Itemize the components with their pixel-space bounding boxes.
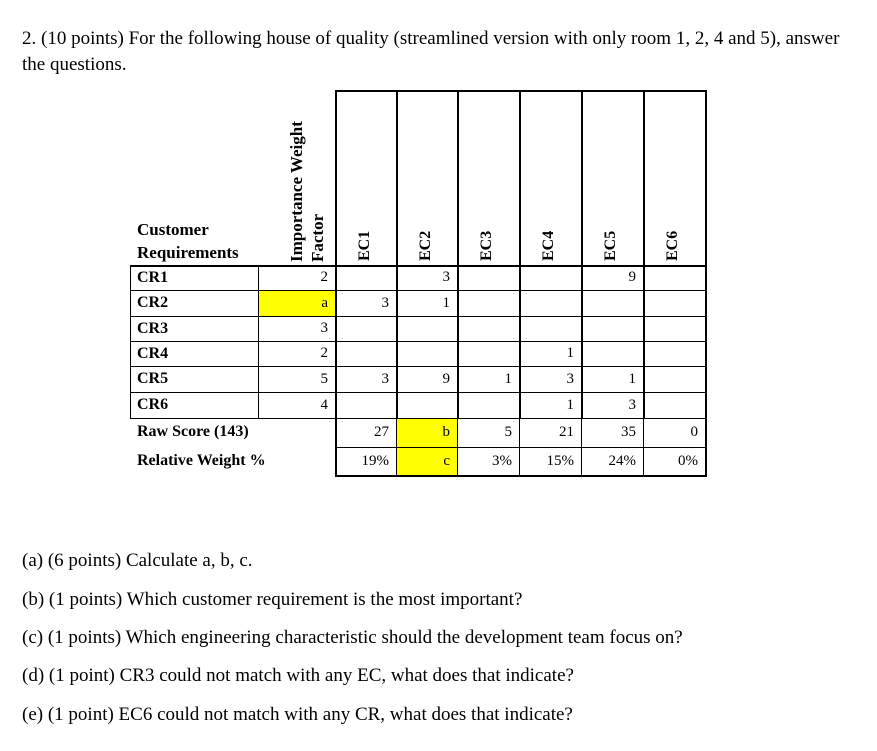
- relationship-cell: 9: [628, 269, 636, 285]
- relationship-cell: [396, 341, 457, 366]
- relationship-cell: [519, 316, 581, 341]
- table-rule: [581, 90, 583, 265]
- raw-score-cell: 5: [504, 424, 512, 440]
- importance-weight-cell: 3: [320, 320, 328, 336]
- table-rule: [130, 265, 131, 418]
- relative-weight-label: Relative Weight %: [137, 452, 266, 469]
- relationship-cell: 1: [566, 345, 574, 361]
- raw-score-cell: b: [442, 424, 450, 440]
- relationship-cell: [457, 265, 519, 290]
- cr-label: CR2: [137, 294, 169, 311]
- question-item: (b) (1 points) Which customer requirement is the most important?: [22, 589, 523, 610]
- relationship-cell: [643, 265, 705, 290]
- relationship-cell: [643, 290, 705, 316]
- table-rule: [519, 90, 521, 265]
- importance-weight-cell: 2: [320, 345, 328, 361]
- ec-header-5: EC5: [602, 230, 619, 261]
- relationship-cell: [519, 290, 581, 316]
- table-rule: [335, 475, 707, 477]
- relationship-cell: [581, 316, 643, 341]
- relationship-cell: [519, 265, 581, 290]
- question-intro: 2. (10 points) For the following house of quality (streamlined version with only room 1, 2, 4 and 5), answer the questions.: [22, 28, 840, 75]
- relationship-cell: 1: [504, 371, 512, 387]
- relationship-cell: 3: [628, 397, 636, 413]
- ec-header-2: EC2: [417, 230, 434, 261]
- relationship-cell: [396, 316, 457, 341]
- importance-weight-cell: 2: [320, 269, 328, 285]
- raw-score-cell: 21: [559, 424, 574, 440]
- cr-label: CR6: [137, 396, 169, 413]
- relationship-cell: [457, 341, 519, 366]
- relationship-cell: [643, 341, 705, 366]
- importance-weight-cell: 4: [320, 397, 328, 413]
- question-item: (d) (1 point) CR3 could not match with any EC, what does that indicate?: [22, 665, 574, 686]
- ec-header-3: EC3: [478, 230, 495, 261]
- relationship-cell: [335, 316, 396, 341]
- table-rule: [335, 90, 707, 92]
- relative-weight-cell: 15%: [546, 453, 574, 469]
- relationship-cell: 1: [566, 397, 574, 413]
- cr-label: CR4: [137, 345, 169, 362]
- relationship-cell: 3: [442, 269, 450, 285]
- relationship-cell: 9: [442, 371, 450, 387]
- cr-label: CR5: [137, 370, 169, 387]
- relationship-cell: [643, 366, 705, 392]
- table-rule: [705, 418, 707, 475]
- question-item: (c) (1 points) Which engineering characteristic should the development team focus on?: [22, 627, 683, 648]
- relationship-cell: [581, 290, 643, 316]
- cr-label: CR3: [137, 320, 169, 337]
- relationship-cell: [457, 290, 519, 316]
- relationship-cell: 3: [381, 295, 389, 311]
- importance-weight-cell: 5: [320, 371, 328, 387]
- relationship-cell: 3: [566, 371, 574, 387]
- importance-weight-header-line1: Importance Weight: [287, 121, 306, 262]
- relative-weight-cell: 24%: [608, 453, 636, 469]
- relative-weight-cell: 3%: [492, 453, 512, 469]
- customer-requirements-header: [137, 218, 239, 264]
- raw-score-label: Raw Score (143): [137, 423, 249, 440]
- relationship-cell: [643, 316, 705, 341]
- relationship-cell: 3: [381, 371, 389, 387]
- relative-weight-cell: 0%: [678, 453, 698, 469]
- relationship-cell: [457, 392, 519, 418]
- relationship-cell: 1: [628, 371, 636, 387]
- raw-score-cell: 35: [621, 424, 636, 440]
- importance-weight-header-line2: Factor: [308, 213, 327, 262]
- relationship-cell: [396, 392, 457, 418]
- table-rule: [335, 90, 337, 265]
- importance-weight-header: [286, 102, 328, 262]
- ec-header-4: EC4: [540, 230, 557, 261]
- customer-requirements-header-line1: Customer: [137, 220, 209, 239]
- relationship-cell: 1: [442, 295, 450, 311]
- ec-header-1: EC1: [356, 230, 373, 261]
- table-rule: [705, 90, 707, 265]
- relative-weight-cell: c: [443, 453, 450, 469]
- relative-weight-cell: 19%: [361, 453, 389, 469]
- cr-label: CR1: [137, 269, 169, 286]
- relationship-cell: [581, 341, 643, 366]
- question-item: (a) (6 points) Calculate a, b, c.: [22, 550, 253, 571]
- relationship-cell: [335, 392, 396, 418]
- table-rule: [457, 90, 459, 265]
- relationship-cell: [643, 392, 705, 418]
- table-rule: [396, 90, 398, 265]
- relationship-cell: [335, 265, 396, 290]
- raw-score-cell: 0: [690, 424, 698, 440]
- importance-weight-cell: a: [321, 295, 328, 311]
- raw-score-cell: 27: [374, 424, 389, 440]
- customer-requirements-header-line2: Requirements: [137, 243, 239, 262]
- ec-header-6: EC6: [664, 230, 681, 261]
- question-item: (e) (1 point) EC6 could not match with any CR, what does that indicate?: [22, 704, 573, 725]
- relationship-cell: [457, 316, 519, 341]
- table-rule: [705, 265, 707, 418]
- relationship-cell: [335, 341, 396, 366]
- table-rule: [643, 90, 645, 265]
